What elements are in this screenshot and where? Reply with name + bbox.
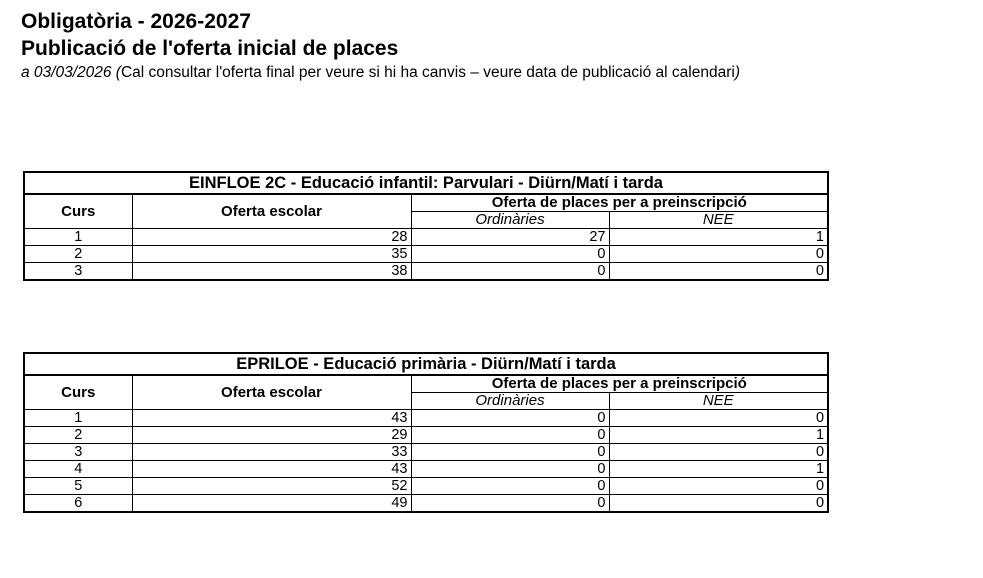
- table-row: [24, 246, 828, 263]
- cell-oferta: 43: [132, 410, 411, 427]
- cell-oferta: 28: [132, 229, 411, 246]
- cell-nee: 0: [609, 246, 828, 263]
- offer-table-primaria: [23, 352, 829, 513]
- cell-ordinaries: 0: [411, 246, 609, 263]
- column-header-oferta-places: Oferta de places per a preinscripció: [411, 194, 828, 212]
- column-header-curs: Curs: [24, 375, 132, 410]
- column-header-curs: Curs: [24, 194, 132, 229]
- cell-ordinaries: 27: [411, 229, 609, 246]
- page-title: Obligatòria - 2026-2027: [21, 10, 251, 33]
- table-row: [24, 263, 828, 281]
- cell-nee: 0: [609, 495, 828, 513]
- table-row: [24, 461, 828, 478]
- cell-nee: 1: [609, 427, 828, 444]
- offer-table-infantil: [23, 171, 829, 281]
- cell-curs: 6: [24, 495, 132, 513]
- table-row: [24, 229, 828, 246]
- table-row: [24, 427, 828, 444]
- cell-nee: 0: [609, 478, 828, 495]
- cell-nee: 1: [609, 461, 828, 478]
- cell-curs: 1: [24, 229, 132, 246]
- cell-curs: 3: [24, 444, 132, 461]
- cell-ordinaries: 0: [411, 478, 609, 495]
- table-title: EPRILOE - Educació primària - Diürn/Matí i tarda: [24, 353, 828, 375]
- column-header-ordinaries: Ordinàries: [411, 393, 609, 410]
- cell-curs: 2: [24, 427, 132, 444]
- cell-ordinaries: 0: [411, 444, 609, 461]
- cell-oferta: 52: [132, 478, 411, 495]
- cell-oferta: 38: [132, 263, 411, 281]
- cell-ordinaries: 0: [411, 427, 609, 444]
- publication-note-close: ): [734, 64, 740, 81]
- table-row: [24, 478, 828, 495]
- publication-note-text: Cal consultar l'oferta final per veure si hi ha canvis – veure data de publicació al calendari: [120, 64, 735, 81]
- column-header-nee: NEE: [609, 393, 828, 410]
- column-header-oferta-places: Oferta de places per a preinscripció: [411, 375, 828, 393]
- cell-ordinaries: 0: [411, 410, 609, 427]
- table-row: [24, 444, 828, 461]
- cell-oferta: 33: [132, 444, 411, 461]
- publication-date: a 03/03/2026 (: [21, 64, 121, 81]
- column-header-oferta-escolar: Oferta escolar: [132, 375, 411, 410]
- cell-curs: 2: [24, 246, 132, 263]
- cell-nee: 0: [609, 410, 828, 427]
- column-header-nee: NEE: [609, 212, 828, 229]
- cell-curs: 3: [24, 263, 132, 281]
- cell-curs: 5: [24, 478, 132, 495]
- table-row: [24, 410, 828, 427]
- page-subtitle: Publicació de l'oferta inicial de places: [21, 37, 399, 60]
- table-title: EINFLOE 2C - Educació infantil: Parvulari - Diürn/Matí i tarda: [24, 172, 828, 194]
- cell-nee: 1: [609, 229, 828, 246]
- cell-ordinaries: 0: [411, 263, 609, 281]
- cell-oferta: 43: [132, 461, 411, 478]
- page-header: [21, 8, 740, 84]
- cell-nee: 0: [609, 263, 828, 281]
- cell-ordinaries: 0: [411, 495, 609, 513]
- column-header-ordinaries: Ordinàries: [411, 212, 609, 229]
- cell-oferta: 29: [132, 427, 411, 444]
- cell-oferta: 35: [132, 246, 411, 263]
- cell-oferta: 49: [132, 495, 411, 513]
- cell-curs: 4: [24, 461, 132, 478]
- publication-note: [21, 62, 740, 84]
- column-header-oferta-escolar: Oferta escolar: [132, 194, 411, 229]
- cell-curs: 1: [24, 410, 132, 427]
- cell-nee: 0: [609, 444, 828, 461]
- table-row: [24, 495, 828, 513]
- cell-ordinaries: 0: [411, 461, 609, 478]
